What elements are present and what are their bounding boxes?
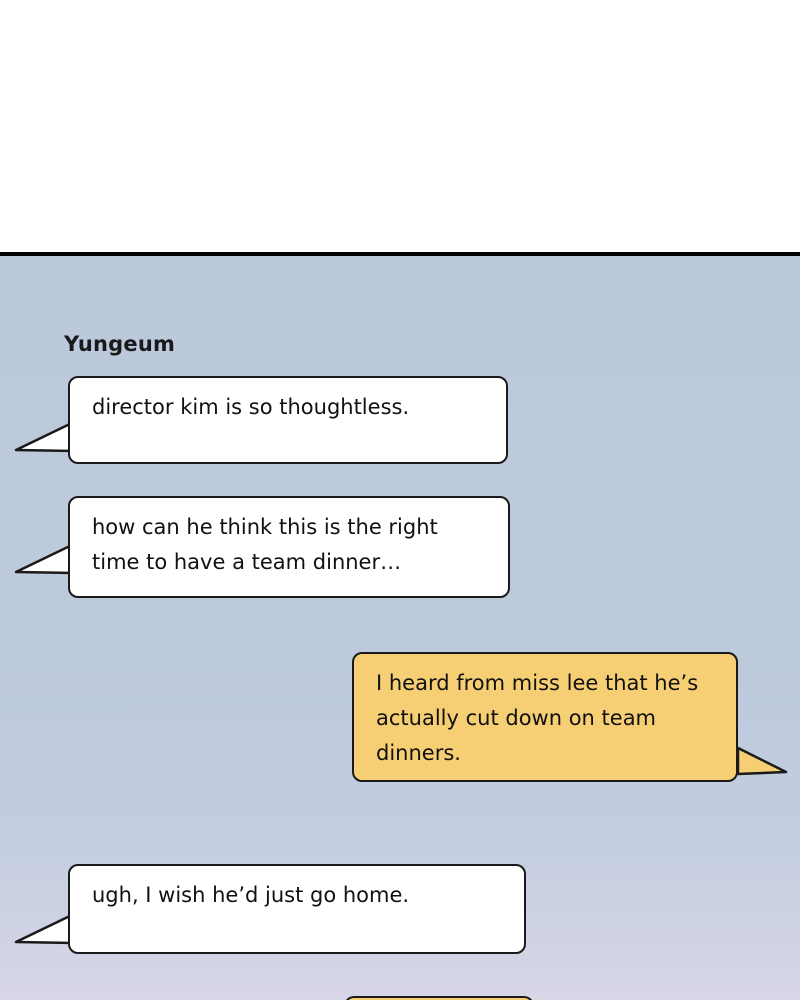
chat-panel [0, 256, 800, 1000]
chat-sender-name: Yungeum [64, 332, 176, 356]
chat-bubble-partial [344, 996, 534, 1000]
top-blank-panel [0, 0, 800, 254]
chat-bubble: I heard from miss lee that he’s actually cut down on team dinners. [352, 652, 738, 782]
chat-bubble: ugh, I wish he’d just go home. [68, 864, 526, 954]
chat-bubble: director kim is so thoughtless. [68, 376, 508, 464]
speech-tail-left-2 [14, 542, 76, 576]
chat-bubble: how can he think this is the right time to have a team dinner… [68, 496, 510, 598]
speech-tail-left-4 [14, 912, 76, 946]
speech-tail-right-3 [736, 746, 788, 778]
speech-tail-left-1 [14, 420, 76, 454]
